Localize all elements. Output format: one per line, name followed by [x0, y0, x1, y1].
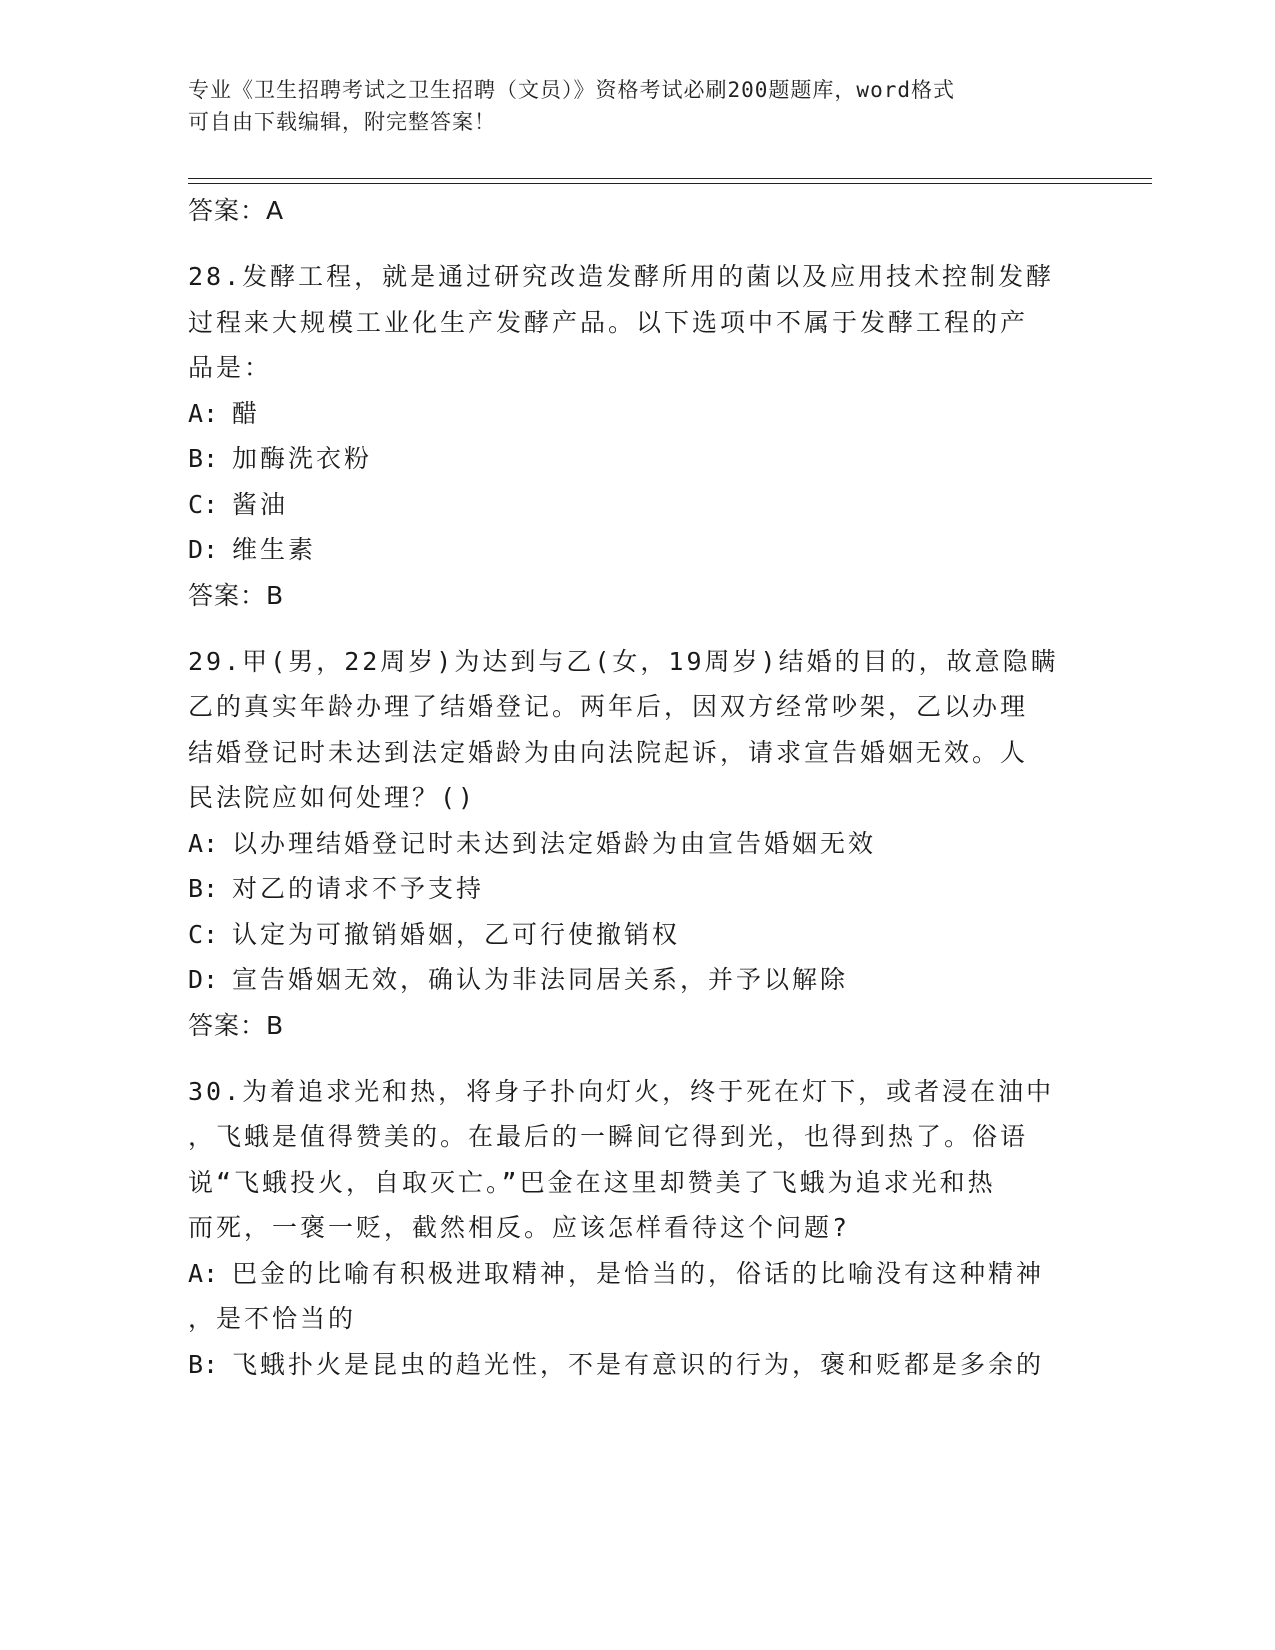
document-body: [188, 188, 1088, 1387]
option-a-continuation: ，是不恰当的: [188, 1304, 357, 1333]
option-text: 醋: [232, 398, 261, 428]
option-text: 巴金的比喻有积极进取精神，是恰当的，俗话的比喻没有这种精神: [232, 1258, 1045, 1288]
option-a: [188, 1251, 1088, 1297]
option-letter: B:: [188, 444, 219, 473]
option-text: 酱油: [232, 489, 289, 519]
question-29: [188, 639, 1088, 1049]
option-b: [188, 1342, 1088, 1388]
option-letter: C:: [188, 489, 219, 519]
answer-line: 答案：B: [188, 1010, 285, 1040]
option-text: 维生素: [232, 535, 317, 564]
option-text: 宣告婚姻无效，确认为非法同居关系，并予以解除: [232, 965, 849, 994]
question-text-line: 说“飞蛾投火，自取灭亡。”巴金在这里却赞美了飞蛾为追求光和热: [188, 1167, 996, 1197]
question-text-line: ，飞蛾是值得赞美的。在最后的一瞬间它得到光，也得到热了。俗语: [188, 1122, 1029, 1151]
question-28: [188, 254, 1088, 619]
option-letter: B:: [188, 1349, 219, 1379]
question-text-line: 品是：: [188, 353, 273, 382]
option-letter: A:: [188, 828, 219, 858]
document-header: [188, 74, 1068, 138]
option-letter: B:: [188, 874, 219, 903]
header-line-1: 专业《卫生招聘考试之卫生招聘（文员）》资格考试必刷200题题库，word格式: [188, 78, 955, 102]
option-text: 飞蛾扑火是昆虫的趋光性，不是有意识的行为，褒和贬都是多余的: [232, 1349, 1045, 1379]
answer-line: 答案：B: [188, 580, 285, 610]
option-text: 对乙的请求不予支持: [232, 874, 485, 903]
question-text-line: 而死，一褒一贬，截然相反。应该怎样看待这个问题?: [188, 1213, 851, 1242]
option-d: [188, 527, 1088, 573]
option-letter: D:: [188, 965, 219, 994]
option-letter: A:: [188, 1258, 219, 1288]
option-c: [188, 482, 1088, 528]
option-c: [188, 912, 1088, 958]
question-text-line: 28.发酵工程，就是通过研究改造发酵所用的菌以及应用技术控制发酵: [188, 262, 1055, 291]
option-letter: D:: [188, 535, 219, 564]
question-text-line: 民法院应如何处理？(): [188, 783, 477, 812]
option-text: 加酶洗衣粉: [232, 444, 373, 473]
option-text: 以办理结婚登记时未达到法定婚龄为由宣告婚姻无效: [232, 828, 877, 858]
question-text-line: 过程来大规模工业化生产发酵产品。以下选项中不属于发酵工程的产: [188, 307, 1029, 337]
header-rule-top: [188, 178, 1152, 179]
question-text-line: 30.为着追求光和热，将身子扑向灯火，终于死在灯下，或者浸在油中: [188, 1076, 1055, 1106]
question-text-line: 乙的真实年龄办理了结婚登记。两年后，因双方经常吵架，乙以办理: [188, 692, 1029, 721]
option-text: 认定为可撤销婚姻，乙可行使撤销权: [232, 919, 681, 949]
header-line-2: 可自由下载编辑，附完整答案！: [188, 110, 496, 134]
option-d: [188, 957, 1088, 1003]
option-a: [188, 821, 1088, 867]
answer-line: 答案：A: [188, 196, 285, 225]
option-b: [188, 436, 1088, 482]
question-text-line: 29.甲(男，22周岁)为达到与乙(女，19周岁)结婚的目的，故意隐瞒: [188, 646, 1059, 676]
question-30: [188, 1069, 1088, 1388]
option-letter: A:: [188, 398, 219, 428]
option-letter: C:: [188, 919, 219, 949]
option-b: [188, 866, 1088, 912]
header-rule-bottom: [188, 183, 1152, 184]
question-text-line: 结婚登记时未达到法定婚龄为由向法院起诉，请求宣告婚姻无效。人: [188, 737, 1029, 767]
option-a: [188, 391, 1088, 437]
